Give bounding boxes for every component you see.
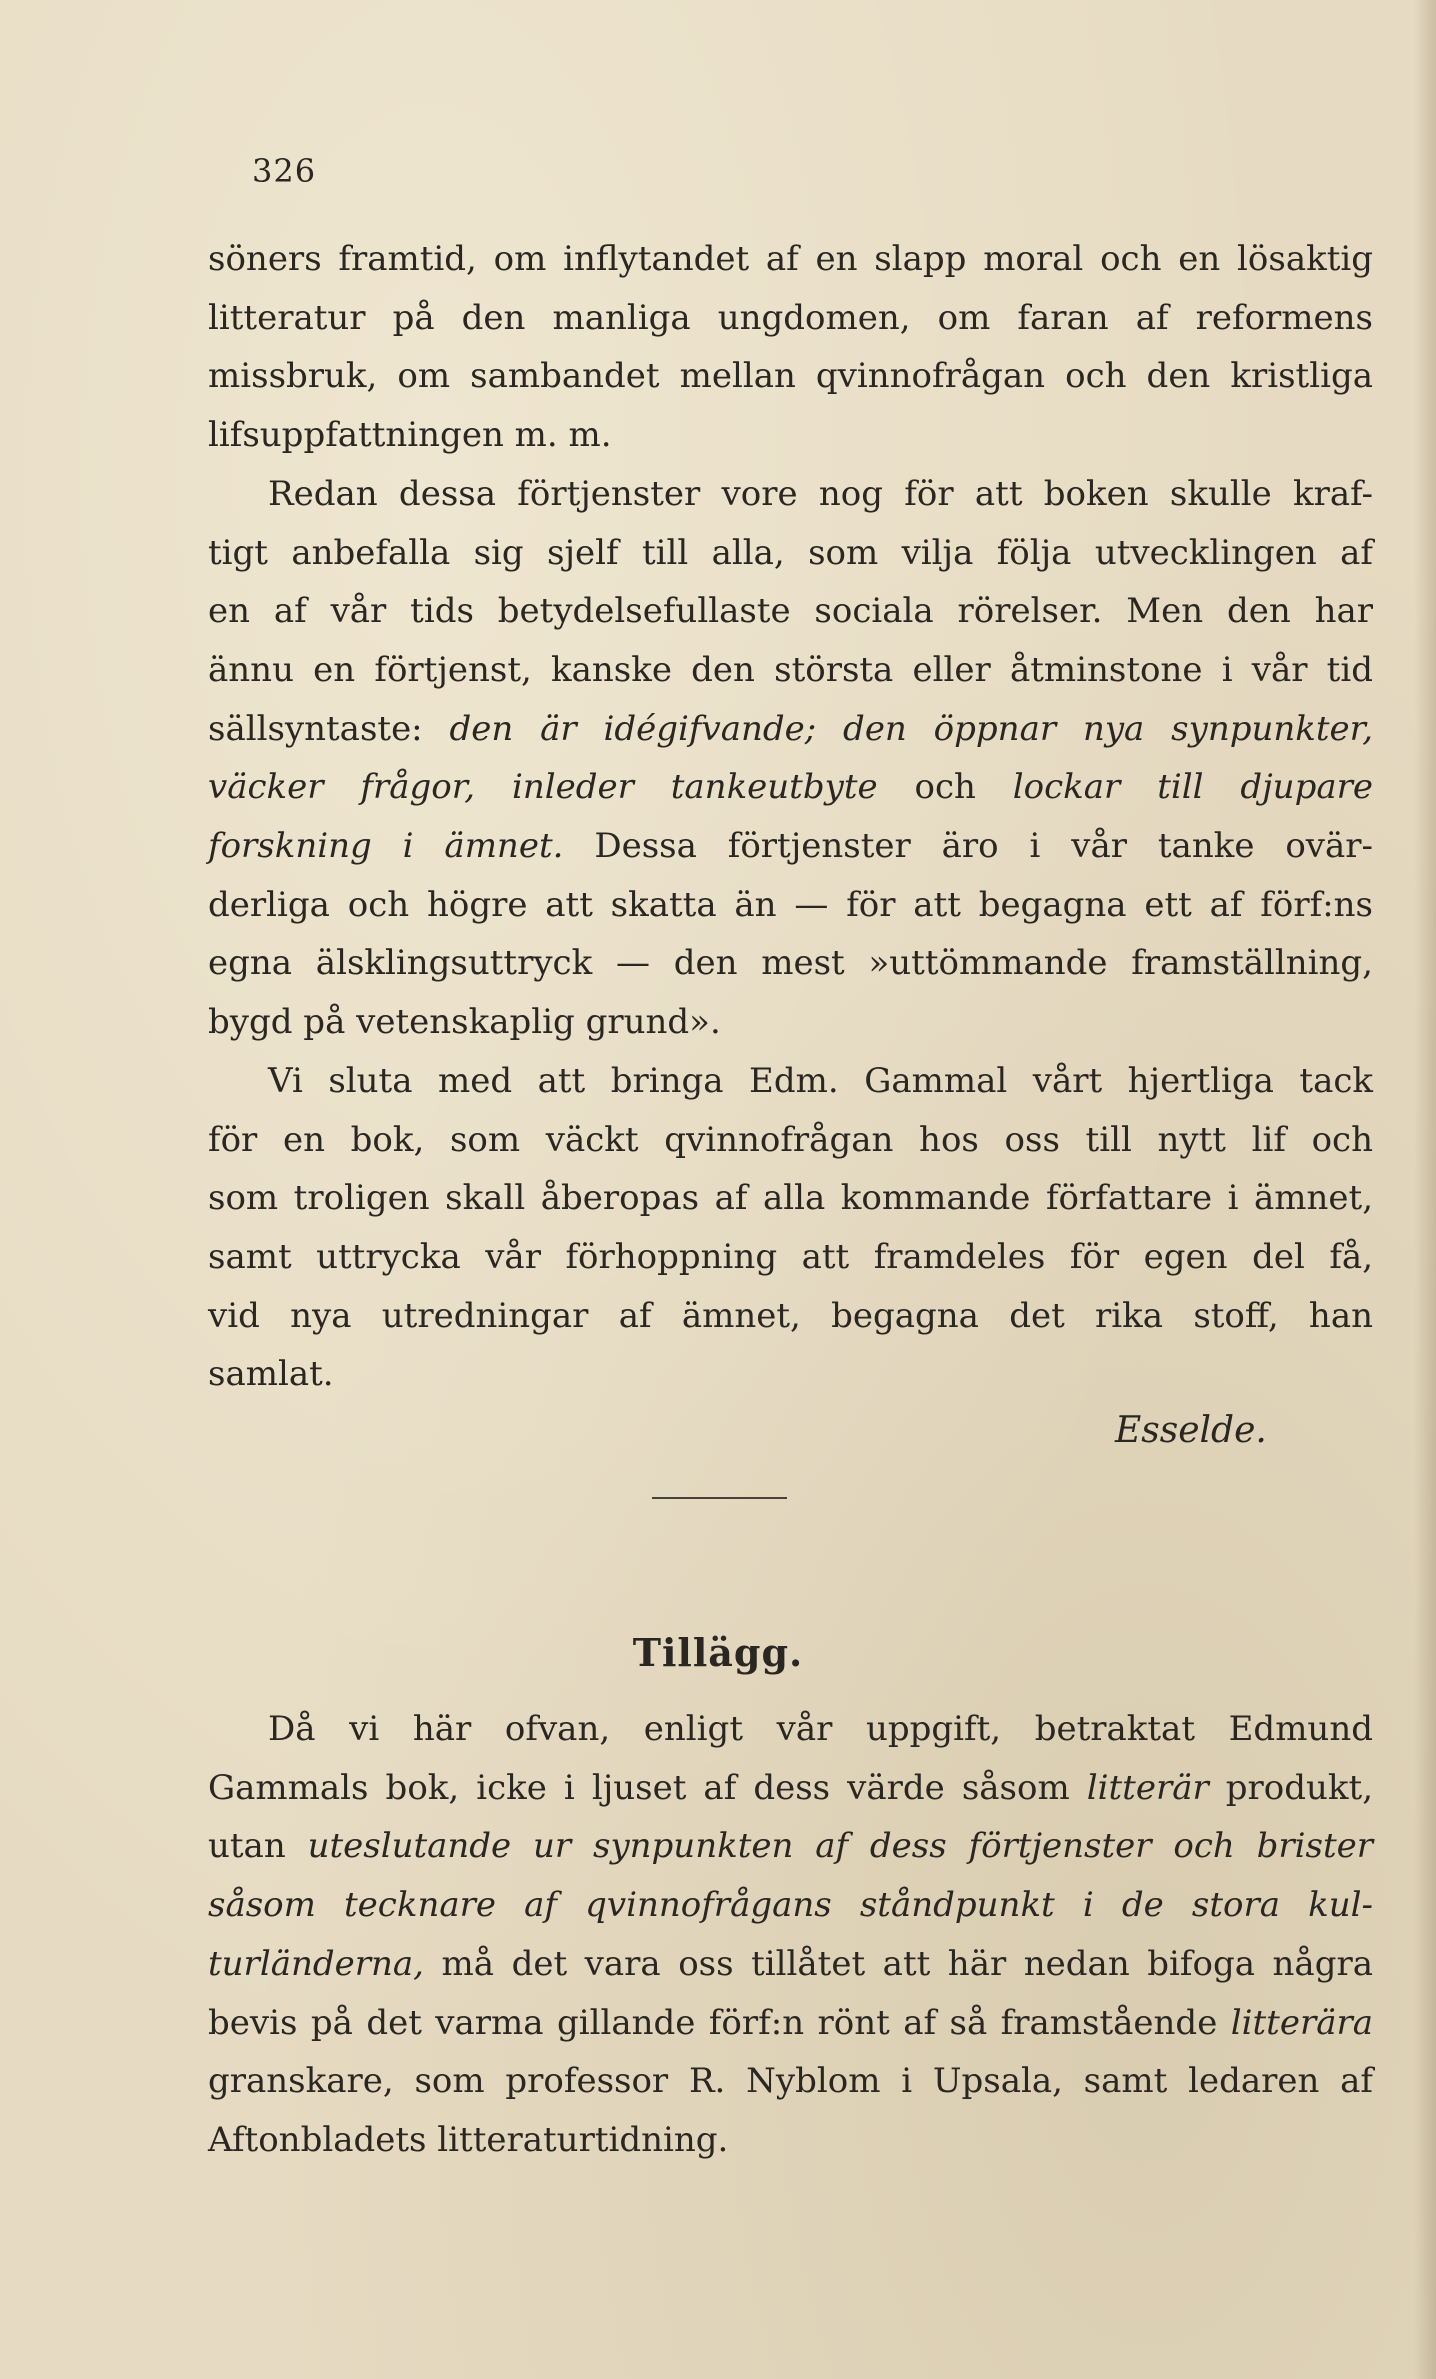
text-line	[208, 993, 1373, 1052]
text-line	[208, 1228, 1373, 1287]
text-line	[208, 289, 1373, 348]
text-line	[208, 347, 1373, 406]
text-line	[208, 758, 1373, 817]
text-run: ännu en förtjenst, kanske den största eller åtminstone i vår tid	[208, 649, 1373, 690]
text-run: samlat.	[208, 1354, 334, 1395]
text-line	[208, 2111, 1373, 2170]
italic-text: litterär	[1086, 1767, 1209, 1808]
italic-text: litterära	[1230, 2002, 1373, 2043]
italic-text: lockar till djupare	[1012, 767, 1373, 808]
italic-text: turländerna,	[208, 1943, 424, 1984]
text-run: bygd på vetenskaplig grund».	[208, 1002, 721, 1043]
text-run: och	[877, 767, 1013, 808]
text-run: egna älsklingsuttryck — den mest »uttömmande framställning,	[208, 943, 1373, 984]
text-run: som troligen skall åberopas af alla kommande författare i ämnet,	[208, 1178, 1373, 1219]
italic-text: forskning i ämnet.	[208, 826, 564, 867]
text-line	[208, 641, 1373, 700]
text-run: söners framtid, om inflytandet af en slapp moral och en lösaktig	[208, 239, 1373, 279]
text-run: må det vara oss tillåtet att här nedan bifoga några	[423, 1943, 1373, 1984]
italic-text: väcker frågor, inleder tankeutbyte	[208, 767, 878, 808]
text-line	[208, 1111, 1373, 1170]
text-run: Gammals bok, icke i ljuset af dess värde såsom	[208, 1767, 1087, 1808]
text-line	[208, 1052, 1373, 1111]
text-run: tigt anbefalla sig sjelf till alla, som vilja följa utvecklingen af	[208, 532, 1373, 573]
text-run: lifsuppfattningen m. m.	[208, 415, 612, 456]
italic-text: den är idégifvande; den öppnar nya synpunkter,	[449, 708, 1373, 749]
text-run: granskare, som professor R. Nyblom i Upsala, samt ledaren af	[208, 2061, 1373, 2102]
text-run: Aftonbladets litteraturtidning.	[208, 2119, 729, 2160]
text-line	[208, 1935, 1373, 1994]
text-line	[208, 1876, 1373, 1935]
text-run: Vi sluta med att bringa Edm. Gammal vårt hjertliga tack	[268, 1060, 1373, 1101]
text-line	[208, 1759, 1373, 1818]
section-divider	[652, 1497, 787, 1499]
text-run: derliga och högre att skatta än — för att begagna ett af förf:ns	[208, 884, 1373, 925]
italic-text: såsom tecknare af qvinnofrågans ståndpunkt i de stora kul-	[208, 1885, 1373, 1926]
text-run: Då vi här ofvan, enligt vår uppgift, betraktat Edmund	[268, 1709, 1373, 1749]
text-run: litteratur på den manliga ungdomen, om faran af reformens	[208, 297, 1373, 338]
text-run: utan	[208, 1826, 308, 1867]
text-run: produkt,	[1208, 1767, 1374, 1808]
text-run: sällsyntaste:	[208, 708, 450, 749]
text-run: bevis på det varma gillande förf:n rönt af så framstående	[208, 2002, 1231, 2043]
text-run: Dessa förtjenster äro i vår tanke ovär-	[563, 826, 1374, 867]
text-line	[208, 1994, 1373, 2053]
text-line	[208, 1169, 1373, 1228]
page-edge-shadow	[1414, 0, 1436, 2379]
text-line	[208, 1817, 1373, 1876]
italic-text: uteslutande ur synpunkten af dess förtjenster och brister	[307, 1826, 1373, 1867]
text-run: Redan dessa förtjenster vore nog för att boken skulle kraf-	[268, 473, 1373, 514]
text-line	[208, 406, 1373, 465]
page-number: 326	[252, 152, 317, 190]
text-line	[208, 2052, 1373, 2111]
text-run: för en bok, som väckt qvinnofrågan hos oss till nytt lif och	[208, 1119, 1373, 1160]
text-run: samt uttrycka vår förhoppning att framdeles för egen del få,	[208, 1236, 1373, 1277]
text-line	[208, 1287, 1373, 1346]
body-text-main	[208, 230, 1373, 1404]
text-line	[208, 582, 1373, 641]
text-run: vid nya utredningar af ämnet, begagna det rika stoff, han	[208, 1295, 1373, 1336]
body-text-addendum	[208, 1700, 1373, 2170]
text-line	[208, 817, 1373, 876]
text-line	[208, 1700, 1373, 1759]
text-line	[208, 524, 1373, 583]
text-line	[208, 934, 1373, 993]
section-title: Tillägg.	[632, 1630, 804, 1675]
text-line	[208, 1345, 1373, 1404]
author-signature: Esselde.	[1115, 1410, 1267, 1451]
text-line	[208, 465, 1373, 524]
text-line	[208, 700, 1373, 759]
text-line	[208, 876, 1373, 935]
text-run: en af vår tids betydelsefullaste sociala rörelser. Men den har	[208, 591, 1373, 632]
text-run: missbruk, om sambandet mellan qvinnofrågan och den kristliga	[208, 356, 1373, 397]
text-line	[208, 230, 1373, 289]
